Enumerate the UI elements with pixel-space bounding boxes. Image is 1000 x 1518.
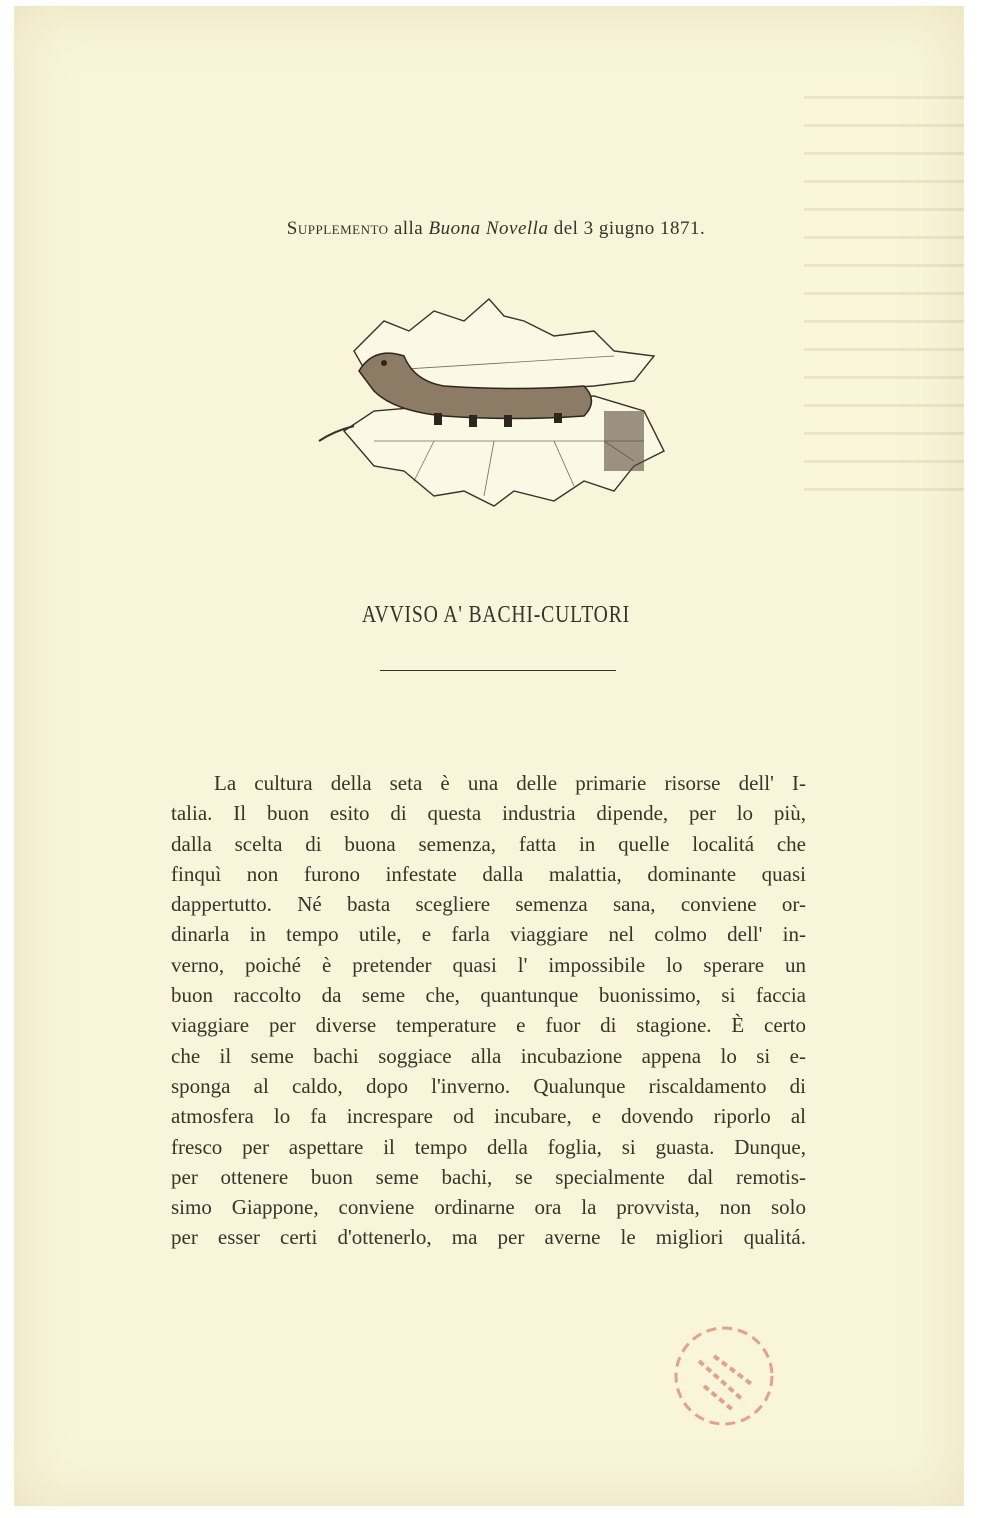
body-line: La cultura della seta è una delle primarie risorse dell' I- [214,771,806,795]
body-line: dappertutto. Né basta scegliere semenza sana, conviene or- [171,892,806,917]
notice-body [171,768,806,1253]
body-line: fresco per aspettare il tempo della foglia, si guasta. Dunque, [171,1134,806,1159]
body-line: dinarla in tempo utile, e farla viaggiare nel colmo dell' in- [171,922,806,947]
collector-stamp-icon [664,1316,784,1436]
notice-title: AVVISO A' BACHI-CULTORI [361,602,631,628]
body-line: per esser certi d'ottenerlo, ma per averne le migliori qualitá. [171,1225,806,1250]
supplement-prefix: Supplemento [286,218,389,239]
document-page [14,6,964,1506]
publication-name: Buona Novella [428,218,549,239]
body-line: simo Giappone, conviene ordinarne ora la provvista, non solo [171,1195,806,1220]
body-line: verno, poiché è pretender quasi l' impossibile lo sperare un [171,952,806,977]
title-divider [380,670,616,671]
supplement-alla: alla [393,218,424,239]
body-line: buon raccolto da seme che, quantunque buonissimo, si faccia [171,983,806,1008]
body-line: finquì non furono infestate dalla malattia, dominante quasi [171,861,806,886]
body-line: che il seme bachi soggiace alla incubazione appena lo si e- [171,1043,806,1068]
supplement-header [14,218,978,240]
body-line: sponga al caldo, dopo l'inverno. Qualunque riscaldamento di [171,1073,806,1098]
body-line: dalla scelta di buona semenza, fatta in quelle localitá che [171,831,806,856]
body-line: talia. Il buon esito di questa industria dipende, per lo più, [171,801,806,826]
body-line: per ottenere buon seme bachi, se specialmente dal remotis- [171,1164,806,1189]
supplement-date: del 3 giugno 1871. [553,218,706,239]
body-line: viaggiare per diverse temperature e fuor di stagione. È certo [171,1013,806,1038]
show-through-text [804,96,964,516]
silkworm-leaf-icon [314,291,674,511]
body-line: atmosfera lo fa increspare od incubare, e dovendo riporlo al [171,1104,806,1129]
